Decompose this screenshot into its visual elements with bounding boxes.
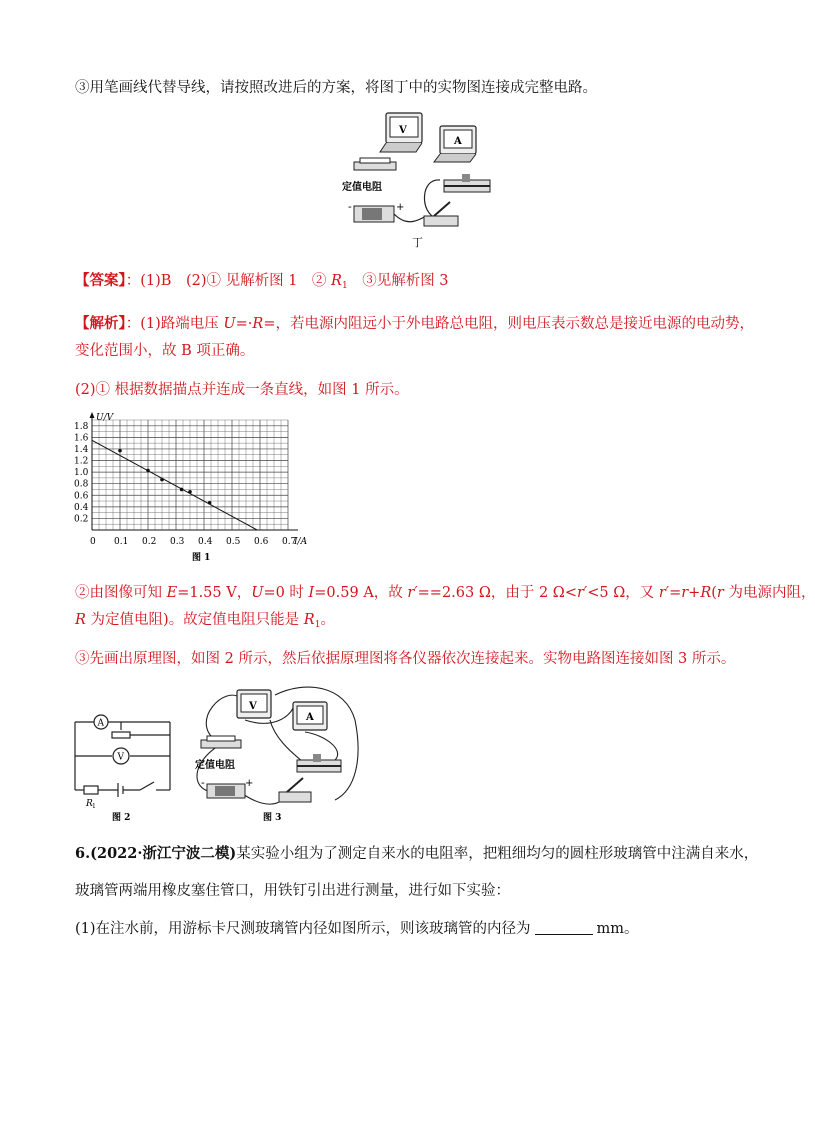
p3-text-f: <5 Ω，又 <box>587 585 659 601</box>
x-tick-label: 0.4 <box>198 537 213 547</box>
analysis-p1-text-b: =· <box>235 316 253 332</box>
analysis-p2: (2)① 根据数据描点并连成一条直线，如图 1 所示。 <box>75 382 409 398</box>
x-tick-label: 0.5 <box>226 537 241 547</box>
answer-tag: 【答案】 <box>75 272 126 289</box>
fig3-fixed-resistor-label: 定值电阻 <box>195 760 235 771</box>
battery-minus-label: - <box>348 200 352 213</box>
fig3-voltmeter-label: V <box>249 701 257 712</box>
fig3-battery-plus: + <box>245 778 254 789</box>
p3-u: U <box>251 585 264 601</box>
p3-i: I <box>308 585 315 601</box>
figure-3-circuit <box>185 680 370 825</box>
x-axis-label: I/A <box>294 537 308 547</box>
fig3-battery-minus: - <box>201 776 205 789</box>
ammeter-label: A <box>454 136 462 147</box>
rheostat-device <box>424 174 490 218</box>
y-axis-label: U/V <box>96 413 114 423</box>
r1-symbol-sub: 1 <box>92 803 96 810</box>
answer-r-symbol: R <box>331 273 342 289</box>
data-point <box>160 478 164 482</box>
answer-text-pre: ：(1)B (2)① 见解析图 1 ② <box>125 273 332 289</box>
q6-text-3a: (1)在注水前，用游标卡尺测玻璃管内径如图所示，则该玻璃管的内径为 <box>75 921 531 937</box>
voltmeter-device <box>380 113 422 152</box>
y-tick-label: 0.4 <box>74 502 89 513</box>
figure-3-caption: 图 3 <box>263 813 282 823</box>
r1-symbol-label: R <box>86 799 93 809</box>
p3-r-2: r <box>716 585 724 601</box>
figure-ding-caption: 丁 <box>412 236 423 249</box>
figure-1-caption: 图 1 <box>192 553 211 563</box>
analysis-p1-text-a: ：(1)路端电压 <box>125 316 224 332</box>
y-tick-label: 0.8 <box>74 479 89 490</box>
y-tick-label: 1.8 <box>74 421 89 432</box>
figure-ding <box>340 108 500 248</box>
switch-device <box>424 202 458 226</box>
figure-2-caption: 图 2 <box>112 813 131 823</box>
p3-text-i: ( <box>711 585 717 601</box>
analysis-line-1 <box>75 313 754 335</box>
p3-big-r: R <box>700 585 712 601</box>
p3-text-a: ②由图像可知 <box>75 585 167 601</box>
analysis-tag: 【解析】 <box>75 315 126 332</box>
fig3-rheostat <box>297 754 341 772</box>
ammeter-symbol-label: A <box>97 718 104 729</box>
analysis-p1-u: U <box>223 316 236 332</box>
q6-number: 6. <box>75 845 91 862</box>
y-tick-label: 1.0 <box>74 468 89 479</box>
data-point <box>118 449 122 453</box>
battery-device <box>348 200 426 222</box>
p3-line2-r1-sub: 1 <box>314 620 321 630</box>
p3-r-prime-1: r′ <box>407 585 418 601</box>
p3-line2-text: 为定值电阻)。故定值电阻只能是 <box>85 612 304 628</box>
analysis-p1-r: R <box>252 316 264 332</box>
y-tick-label: 0.2 <box>74 514 89 525</box>
y-tick-label: 1.6 <box>74 433 89 444</box>
q6-text-3b: mm。 <box>596 921 639 937</box>
analysis-line-2: 变化范围小，故 B 项正确。 <box>75 343 255 359</box>
analysis-p4: ③先画出原理图，如图 2 所示，然后依据原理图将各仪器依次连接起来。实物电路图连接如图 3 所示。 <box>75 651 736 667</box>
x-tick-label: 0.2 <box>142 537 157 547</box>
figure-1-chart <box>70 410 340 570</box>
analysis-p3-line-1 <box>75 582 815 604</box>
x-tick-label: 0.7 <box>282 537 297 547</box>
q6-line-2: 玻璃管两端用橡皮塞住管口，用铁钉引出进行测量，进行如下实验： <box>75 883 510 899</box>
x-tick-label: 0.6 <box>254 537 269 547</box>
q5-step3-text: ③用笔画线代替导线，请按照改进后的方案，将图丁中的实物图连接成完整电路。 <box>75 80 597 96</box>
p3-text-d: =0.59 A，故 <box>314 585 408 601</box>
x-tick-label: 0 <box>90 537 96 547</box>
p3-text-c: =0 时 <box>263 585 309 601</box>
fig3-fixed-resistor <box>195 736 241 771</box>
fig3-voltmeter <box>237 690 271 718</box>
y-axis-arrow <box>90 412 95 418</box>
y-tick-label: 1.2 <box>74 456 89 467</box>
q6-line-3 <box>75 918 639 940</box>
data-point <box>208 501 212 505</box>
p3-r-prime-2: r′ <box>576 585 588 601</box>
p3-line2-end: 。 <box>320 612 335 628</box>
x-tick-label: 0.1 <box>114 537 129 547</box>
answer-line <box>75 270 449 297</box>
fixed-resistor-label: 定值电阻 <box>342 182 382 193</box>
figure-2-schematic <box>70 710 185 825</box>
x-tick-label: 0.3 <box>170 537 185 547</box>
p3-line2-r: R <box>75 612 86 628</box>
data-point <box>180 488 184 492</box>
p3-r-prime-3: r′ <box>658 585 670 601</box>
y-tick-label: 0.6 <box>74 491 89 502</box>
q6-text-1: 某实验小组为了测定自来水的电阻率，把粗细均匀的圆柱形玻璃管中注满自来水， <box>236 846 759 862</box>
p3-text-h: + <box>688 585 701 601</box>
fixed-resistor-device <box>342 158 396 193</box>
q6-answer-blank[interactable] <box>535 920 593 935</box>
p3-text-g: = <box>669 585 682 601</box>
fig3-battery <box>201 776 253 798</box>
q6-line-1 <box>75 843 758 865</box>
analysis-p3-line-2 <box>75 609 335 636</box>
p3-text-b: =1.55 V， <box>177 585 252 601</box>
answer-r-subscript: 1 <box>341 281 348 291</box>
data-point <box>146 469 150 473</box>
voltmeter-symbol-label: V <box>117 752 124 763</box>
fig3-ammeter <box>293 702 327 730</box>
answer-text-post: ③见解析图 3 <box>347 273 449 289</box>
q6-source: (2022·浙江宁波二模) <box>90 845 237 862</box>
fig3-switch <box>279 778 311 802</box>
ammeter-device <box>434 126 476 162</box>
fit-line <box>92 440 257 530</box>
p3-text-j: 为电源内阻， <box>723 585 815 601</box>
voltmeter-label: V <box>399 125 407 136</box>
y-tick-label: 1.4 <box>74 444 89 455</box>
data-point <box>188 490 192 494</box>
fig3-ammeter-label: A <box>306 712 314 723</box>
p3-r: r <box>681 585 689 601</box>
battery-plus-label: + <box>396 202 405 213</box>
p3-line2-r1: R <box>303 612 315 628</box>
analysis-p1-text-c: =，若电源内阻远小于外电路总电阻，则电压表示数总是接近电源的电动势， <box>263 316 754 332</box>
p3-text-e: ==2.63 Ω，由于 2 Ω< <box>417 585 577 601</box>
p3-e: E <box>166 585 178 601</box>
